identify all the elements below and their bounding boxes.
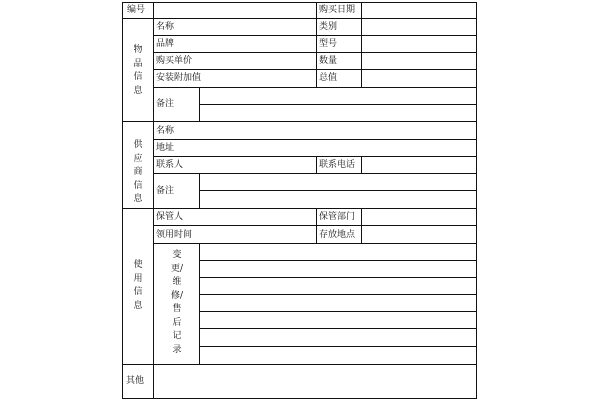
unit-price-field[interactable]	[200, 53, 316, 69]
change-repair-aftersales-record-field[interactable]	[200, 244, 476, 364]
supplier-address-label: 地址	[156, 143, 175, 153]
serial-number-field[interactable]	[154, 3, 316, 18]
purchase-date-label: 购买日期	[319, 5, 356, 15]
receive-time-label: 领用时间	[156, 230, 193, 240]
item-brand-field[interactable]	[200, 36, 316, 52]
unit-price-label: 购买单价	[156, 56, 193, 66]
column-line	[316, 156, 317, 173]
installation-addon-value-field[interactable]	[200, 70, 316, 87]
item-model-field[interactable]	[362, 36, 476, 52]
supplier-info-section-title: 供应商信息	[133, 140, 143, 204]
supplier-remarks-field[interactable]	[200, 174, 476, 208]
item-category-field[interactable]	[362, 19, 476, 35]
row-line	[122, 398, 477, 399]
total-value-label: 总值	[319, 73, 338, 83]
item-model-label: 型号	[319, 39, 338, 49]
quantity-field[interactable]	[362, 53, 476, 69]
other-field[interactable]	[154, 365, 476, 398]
item-info-section-title: 物品信息	[133, 45, 143, 96]
custodian-department-field[interactable]	[362, 209, 476, 225]
supplier-remarks-label: 备注	[156, 186, 175, 196]
contact-phone-label: 联系电话	[319, 160, 356, 170]
column-line	[316, 2, 317, 87]
installation-addon-value-label: 安装附加值	[156, 73, 202, 83]
contact-person-label: 联系人	[156, 160, 184, 170]
column-line	[476, 2, 477, 399]
supplier-name-field[interactable]	[200, 122, 476, 139]
total-value-field[interactable]	[362, 70, 476, 87]
storage-location-field[interactable]	[362, 226, 476, 243]
custodian-label: 保管人	[156, 212, 184, 222]
supplier-address-field[interactable]	[200, 140, 476, 156]
item-name-label: 名称	[156, 22, 175, 32]
usage-info-section-title: 使用信息	[133, 260, 143, 311]
contact-phone-field[interactable]	[362, 157, 476, 173]
receive-time-field[interactable]	[200, 226, 316, 243]
item-brand-label: 品牌	[156, 39, 175, 49]
custodian-field[interactable]	[200, 209, 316, 225]
contact-person-field[interactable]	[200, 157, 316, 173]
column-line	[122, 2, 123, 399]
other-label: 其他	[126, 376, 145, 386]
custodian-department-label: 保管部门	[319, 212, 356, 222]
change-repair-aftersales-record-label: 变更/维修/售后记录	[171, 250, 184, 355]
supplier-name-label: 名称	[156, 126, 175, 136]
item-remarks-field[interactable]	[200, 88, 476, 121]
item-name-field[interactable]	[200, 19, 316, 35]
column-line	[153, 2, 154, 399]
serial-number-label: 编号	[127, 5, 146, 15]
purchase-date-field[interactable]	[362, 3, 476, 18]
column-line	[316, 208, 317, 243]
quantity-label: 数量	[319, 56, 338, 66]
item-remarks-label: 备注	[156, 99, 175, 109]
storage-location-label: 存放地点	[319, 230, 356, 240]
item-category-label: 类别	[319, 22, 338, 32]
